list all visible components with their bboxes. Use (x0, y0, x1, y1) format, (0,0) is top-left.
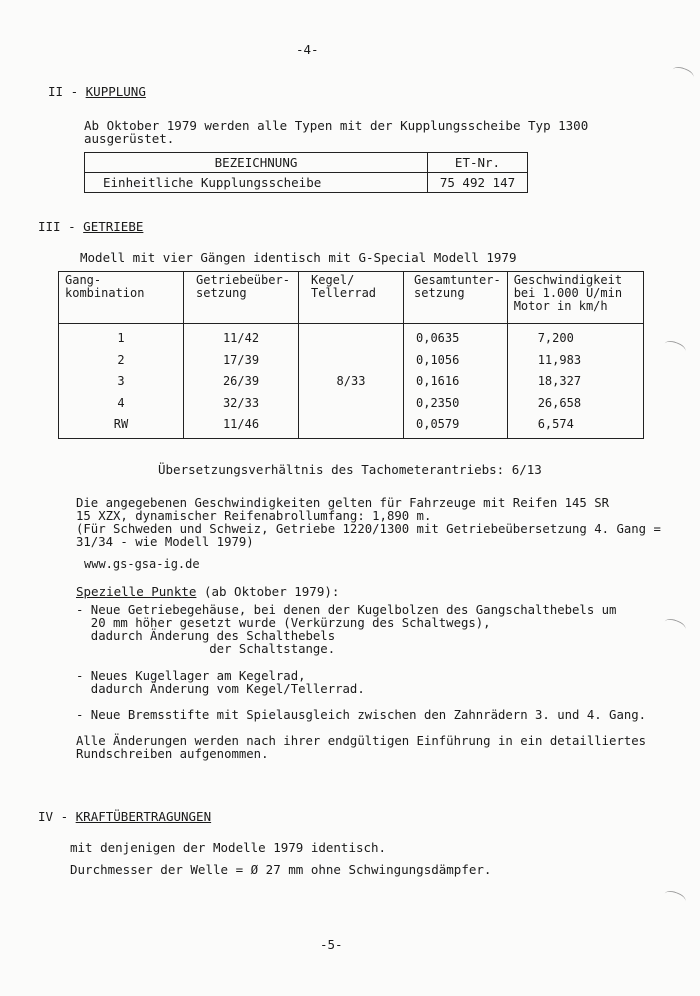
gear-table-col-gearbox-ratio: 11/42 17/39 26/39 32/33 11/46 (184, 324, 299, 439)
section-4-heading (38, 809, 211, 824)
closing-note: Alle Änderungen werden nach ihrer endgültigen Einführung in ein detailliertes Rundschreiben aufgenommen. (76, 734, 647, 761)
gear-table-header-speed: Geschwindigkeit bei 1.000 U/min Motor in km/h (507, 272, 643, 324)
edge-mark (671, 65, 695, 83)
special-points-title: Spezielle Punkte (76, 584, 197, 599)
gear-table-col-speed: 7,200 11,983 18,327 26,658 6,574 (507, 324, 643, 439)
section-4-line-2: Durchmesser der Welle = Ø 27 mm ohne Schwingungsdämpfer. (70, 862, 492, 877)
page-number-top: -4- (296, 42, 319, 57)
gear-table-col-total-ratio: 0,0635 0,1056 0,1616 0,2350 0,0579 (404, 324, 508, 439)
special-point-1: - Neue Getriebegehäuse, bei denen der Kugelbolzen des Gangschalthebels um 20 mm höher gesetzt wurde (Verkürzung des Schaltwegs), dadurch Änderung des Schalthebels der Schaltstange. (76, 603, 617, 656)
section-3-heading (38, 219, 143, 234)
section-2-number: II - (48, 84, 79, 99)
section-4-line-1: mit denjenigen der Modelle 1979 identisch. (70, 840, 387, 855)
website-url: www.gs-gsa-ig.de (84, 557, 200, 571)
clutch-table (84, 152, 528, 193)
special-point-2: - Neues Kugellager am Kegelrad, dadurch Änderung vom Kegel/Tellerrad. (76, 669, 365, 696)
gear-table-header-gearbox-ratio: Getriebeüber- setzung (184, 272, 299, 324)
gear-table-col-bevel-ring: 8/33 (299, 324, 404, 439)
section-2-heading (48, 84, 146, 99)
section-4-number: IV - (38, 809, 69, 824)
edge-mark (663, 339, 687, 357)
clutch-table-header-designation: BEZEICHNUNG (85, 153, 428, 173)
section-4-title: KRAFTÜBERTRAGUNGEN (75, 809, 212, 824)
speed-note: Die angegebenen Geschwindigkeiten gelten für Fahrzeuge mit Reifen 145 SR 15 XZX, dynamischer Reifenabrollumfang: 1,890 m. (Für Schweden und Schweiz, Getriebe 1220/1300 mit Getriebeübersetzung 4. Gang = 31/34 - wie Modell 1979) (76, 496, 661, 549)
special-points-heading (76, 584, 339, 599)
section-2-text-line-2: ausgerüstet. (84, 131, 175, 146)
gear-table-header-total-ratio: Gesamtunter- setzung (404, 272, 508, 324)
gear-table-col-combination: 1 2 3 4 RW (59, 324, 184, 439)
gear-table-header-combination: Gang- kombination (59, 272, 184, 324)
section-3-intro: Modell mit vier Gängen identisch mit G-Special Modell 1979 (80, 250, 517, 265)
special-point-3: - Neue Bremsstifte mit Spielausgleich zwischen den Zahnrädern 3. und 4. Gang. (76, 708, 647, 722)
special-points-suffix: (ab Oktober 1979): (196, 584, 340, 599)
section-3-title: GETRIEBE (83, 219, 144, 234)
section-2-title: KUPPLUNG (85, 84, 146, 99)
gear-table-header-bevel-ring: Kegel/ Tellerrad (299, 272, 404, 324)
speedometer-ratio: Übersetzungsverhältnis des Tachometerantriebs: 6/13 (158, 462, 542, 477)
edge-mark (663, 617, 687, 635)
section-2-text-line-1: Ab Oktober 1979 werden alle Typen mit der Kupplungsscheibe Typ 1300 (84, 118, 589, 133)
clutch-table-cell-part-number: 75 492 147 (428, 173, 528, 193)
page-number-bottom: -5- (320, 937, 343, 952)
section-3-number: III - (38, 219, 76, 234)
clutch-table-header-part-number: ET-Nr. (428, 153, 528, 173)
edge-mark (663, 889, 687, 907)
clutch-table-cell-designation: Einheitliche Kupplungsscheibe (85, 173, 428, 193)
gear-table (58, 271, 644, 439)
